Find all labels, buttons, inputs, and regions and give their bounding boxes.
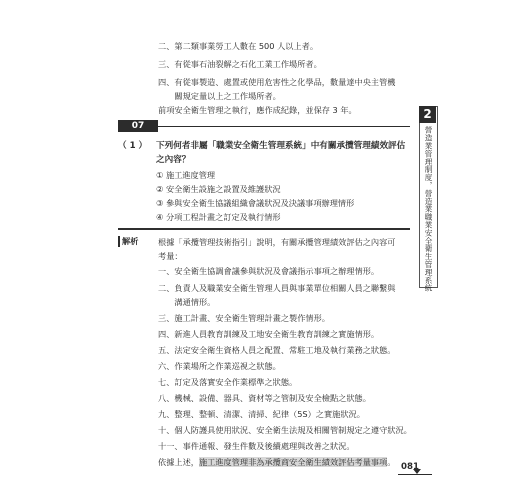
conclusion-highlight: 施工進度管理非為承攬商安全衛生績效評估考量事項 <box>198 457 388 467</box>
list-item: 二、第二類事業勞工人數在 500 人以上者。 <box>158 41 319 51</box>
analysis-intro: 考量： <box>158 251 183 261</box>
list-item: 十一、事件通報、發生件數及後續處理與改善之狀況。 <box>158 441 355 451</box>
list-item: 四、有從事製造、處置或使用危害性之化學品，數量達中央主管機 <box>158 77 396 87</box>
question-number-badge: 07 <box>118 120 158 132</box>
answer-option: ② 安全衛生設施之設置及維護狀況 <box>156 184 281 194</box>
chapter-title: 營造業管理制度，營造業職業安全衛生管理系統 <box>424 126 433 292</box>
list-item: 五、法定安全衛生資格人員之配置、常駐工地及執行業務之狀態。 <box>158 345 396 355</box>
answer-option: ④ 分項工程計畫之訂定及執行情形 <box>156 212 281 222</box>
list-item: 三、有從事石油裂解之石化工業工作場所者。 <box>158 59 322 69</box>
paragraph: 前項安全衛生管理之執行，應作成紀錄，並保存 3 年。 <box>158 105 357 115</box>
page-number-rule <box>398 474 432 475</box>
list-item: 九、整理、整頓、清潔、清掃、紀律（5S）之實施狀況。 <box>158 409 365 419</box>
list-item: 一、安全衛生協調會議參與狀況及會議指示事項之辦理情形。 <box>158 266 380 276</box>
chapter-number: 2 <box>419 106 436 123</box>
question-stem: 下列何者非屬「職業安全衛生管理系統」中有關承攬管理績效評估 <box>156 141 406 151</box>
page-corner-mark <box>413 469 421 474</box>
question-footer-rule <box>118 228 410 230</box>
list-item: 十、個人防護具使用狀況、安全衛生法規及相關管制規定之遵守狀況。 <box>158 425 412 435</box>
list-item: 八、機械、設備、器具、資材等之管制及安全檢點之狀態。 <box>158 393 371 403</box>
analysis-intro: 根據「承攬管理技術指引」說明，有關承攬管理績效評估之內容可 <box>158 237 396 247</box>
page-number: 081 <box>401 462 419 472</box>
list-item: 二、負責人及職業安全衛生管理人員與事業單位相關人員之聯繫與 <box>158 283 396 293</box>
question-stem: 之內容？ <box>156 155 191 165</box>
conclusion-prefix: 依據上述， <box>158 457 199 467</box>
conclusion-suffix: 。 <box>387 457 396 467</box>
question-index: （ 1 ） <box>118 141 148 151</box>
answer-option: ① 施工進度管理 <box>156 170 216 180</box>
list-item: 三、施工計畫、安全衛生管理計畫之製作情形。 <box>158 313 330 323</box>
analysis-label: 解析 <box>118 236 138 247</box>
list-item: 七、訂定及落實安全作業標準之狀態。 <box>158 377 298 387</box>
list-item: 溝通情形。 <box>158 297 216 307</box>
list-item: 六、作業場所之作業巡視之狀態。 <box>158 361 281 371</box>
answer-option: ③ 參與安全衛生協議組織會議狀況及決議事項辦理情形 <box>156 198 355 208</box>
list-item: 關規定量以上之工作場所者。 <box>158 91 281 101</box>
list-item: 四、新進人員教育訓練及工地安全衛生教育訓練之實施情形。 <box>158 329 380 339</box>
conclusion <box>158 456 395 468</box>
question-header-rule <box>158 126 410 127</box>
